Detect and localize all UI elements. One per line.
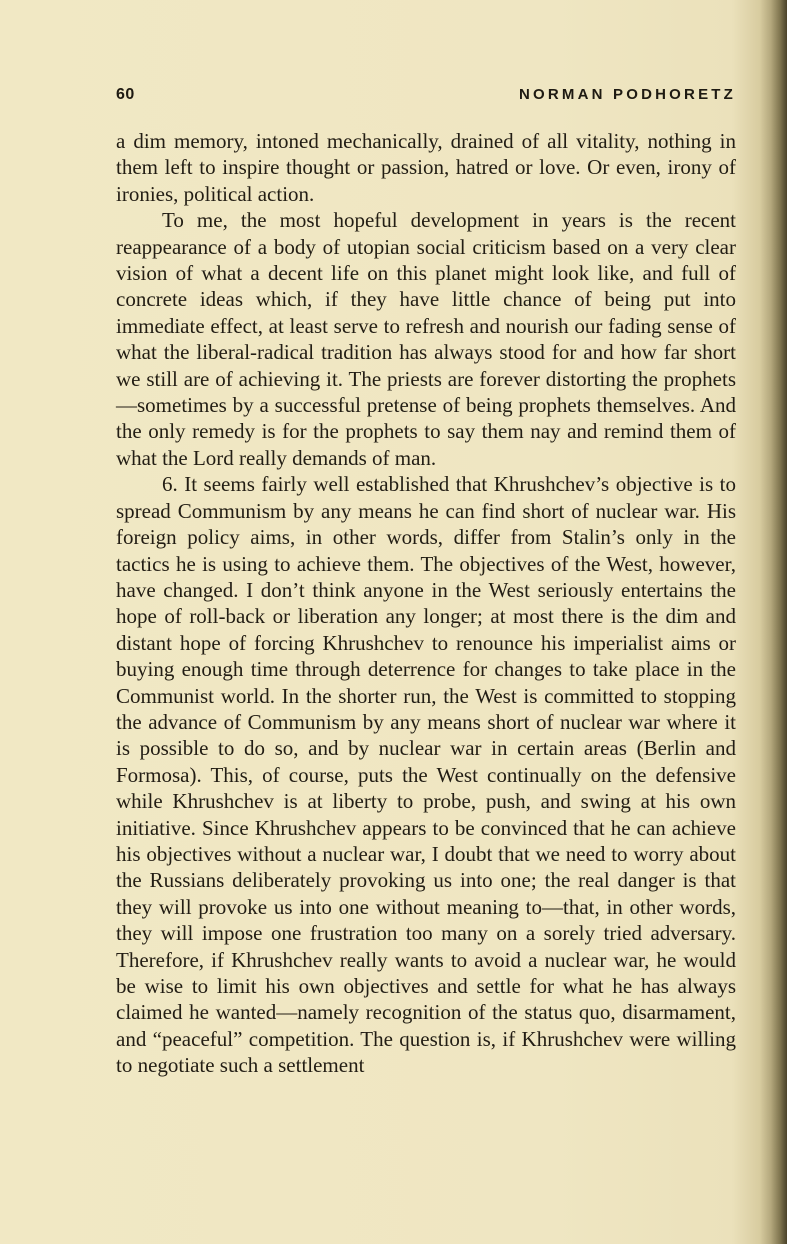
page-header <box>116 86 736 110</box>
running-head-author: NORMAN PODHORETZ <box>518 86 736 103</box>
book-spine-shadow <box>760 0 787 1244</box>
page-number: 60 <box>116 86 135 103</box>
paragraph-continued: a dim memory, intoned mechanically, drained of all vitality, nothing in them left to inspire thought or passion, hatred or love. Or even, irony of ironies, political action. <box>116 129 736 206</box>
body-text <box>116 128 736 1079</box>
paragraph-utopian-criticism: To me, the most hopeful development in years is the recent reappearance of a body of utopian social criticism based on a very clear vision of what a decent life on this planet might look like, and full of concrete ideas which, if they have little chance of being put into immediate effect, at least serve to refresh and nourish our fading sense of what the liberal-radical tradition has always stood for and how far short we still are of achieving it. The priests are forever distorting the prophets—sometimes by a successful pretense of being prophets themselves. And the only remedy is for the prophets to say them nay and remind them of what the Lord really demands of man. <box>116 208 736 470</box>
paragraph-khrushchev-objectives: 6. It seems fairly well established that Khrushchev’s objective is to spread Communism by any means he can find short of nuclear war. His foreign policy aims, in other words, differ from Stalin’s only in the tactics he is using to achieve them. The objectives of the West, however, have changed. I don’t think anyone in the West seriously entertains the hope of roll-back or liberation any longer; at most there is the dim and distant hope of forcing Khrushchev to renounce his imperialist aims or buying enough time through deterrence for changes to take place in the Communist world. In the shorter run, the West is committed to stopping the advance of Communism by any means short of nuclear war where it is possible to do so, and by nuclear war in certain areas (Berlin and Formosa). This, of course, puts the West continually on the defensive while Khrushchev is at liberty to probe, push, and swing at his own initiative. Since Khrushchev appears to be convinced that he can achieve his objectives without a nuclear war, I doubt that we need to worry about the Russians deliberately provoking us into one; the real danger is that they will provoke us into one without meaning to—that, in other words, they will impose one frustration too many on a sorely tried adversary. Therefore, if Khrushchev really wants to avoid a nuclear war, he would be wise to limit his own objectives and settle for what he has always claimed he wanted—namely recognition of the status quo, disarmament, and “peaceful” competition. The question is, if Khrushchev were willing to negotiate such a settlement <box>116 472 736 1078</box>
